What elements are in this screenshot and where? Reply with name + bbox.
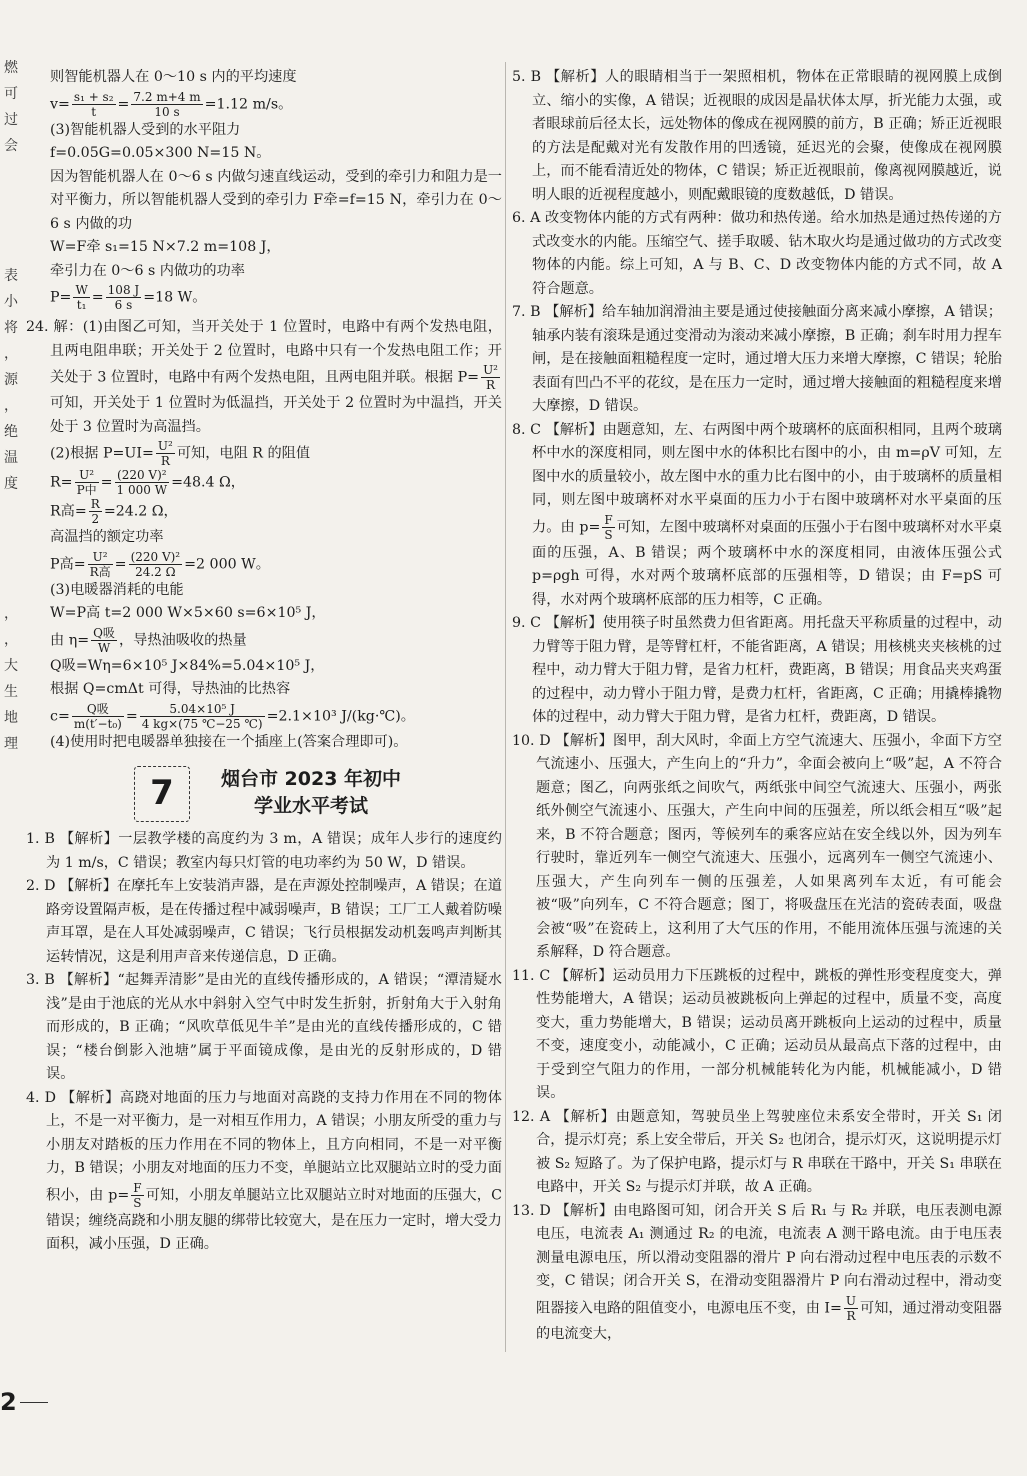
edge-char: [0, 575, 22, 601]
left-edge-fragments: [0, 55, 22, 757]
text-line: (4)使用时把电暖器单独接在一个插座上(答案合理即可)。: [50, 733, 408, 750]
section-number: 7: [150, 773, 174, 814]
edge-char: 绝: [4, 424, 18, 440]
edge-char: ，: [4, 398, 18, 414]
answer-3: 3. B 【解析】“起舞弄清影”是由光的直线传播形成的，A 错误；“潭清疑水浅”是由于池底的光从水中斜射入空气中时发生折射，折射角大于入射角而形成的，B 正确；“风吹草低见牛羊”是由光的直线传播形成的，C 错误；“楼台倒影入池塘”属于平面镜成像，是由光的反射形成的，D 错误。: [26, 972, 502, 1082]
answer-13: 13. D 【解析】由电路图可知，闭合开关 S 后 R₁ 与 R₂ 并联，电压表测电源电压，电流表 A₁ 测通过 R₂ 的电流，电流表 A 测干路电流。由于电压表测量电源电压，所以滑动变阻器的滑片 P 向右滑动过程中电压表的示数不变，C 错误；闭合开关 S，在滑动变阻器滑片 P 向右滑动过程中，滑动变阻器接入电路的阻值变小，电源电压不变，由 I= $\frac{U}{R}$ 可知，通过滑动变阻器的电流变大，: [512, 1202, 1002, 1342]
edge-char: 过: [4, 112, 18, 128]
text-line: (3)智能机器人受到的水平阻力: [50, 121, 241, 138]
text-line: W=P高 t=2 000 W×5×60 s=6×10⁵ J，: [50, 605, 326, 621]
text-line: 牵引力在 0～6 s 内做功的功率: [50, 262, 245, 279]
edge-char: 源: [4, 372, 18, 388]
text-line: 根据 Q=cmΔt 可得，导热油的比热容: [50, 681, 291, 697]
answer-10: 10. D 【解析】图甲，刮大风时，伞面上方空气流速大、压强小，伞面下方空气流速小、压强大，产生向上的“升力”，伞面会被向上“吸”起，A 不符合题意；图乙，向两张纸之间吹气，两纸张中间空气流速大、压强小，两张纸外侧空气流速小、压强大，产生向中间的压强差，所以纸会相互“吸”起来，B 不符合题意；图丙，等候列车的乘客应站在安全线以外，因为列车行驶时，靠近列车一侧空气流速大、压强小，远离列车一侧空气流速小、压强大，产生向列车一侧的压强差，人如果离列车太近，有可能会被“吸”向列车，C 不符合题意；图丁，将吸盘压在光洁的瓷砖表面，吸盘会被“吸”在瓷砖上，这利用了大气压的作用，不能用流体压强与流速的关系解释，D 符合题意。: [512, 732, 1002, 960]
formula-specific-heat: c= $\frac{\text{Q吸}}{\text{m(t′−t₀)}}$ = $\frac{\text{5.04×10⁵ J}}{4 kg\times(75 ℃-25 ℃)}$ =2.1×10³ J/(kg·℃)。: [50, 701, 415, 731]
answer-11: 11. C 【解析】运动员用力下压跳板的过程中，跳板的弹性形变程度变大，弹性势能增大，A 错误；运动员被跳板向上弹起的过程中，质量不变，高度变大，重力势能增大，B 错误；运动员离开跳板向上运动的过程中，质量不变，速度变小，动能减小，C 正确；运动员从最高点下落的过程中，由于受到空气阻力的作用，一部分机械能转化为内能，机械能减小，D 错误。: [512, 967, 1002, 1101]
left-column: [26, 66, 502, 1257]
section-title: 烟台市 2023 年初中 学业水平考试: [220, 768, 402, 817]
section-header: [26, 760, 502, 824]
text-line: (3)电暖器消耗的电能: [50, 581, 184, 598]
answer-24: 24. 解：(1)由图乙可知，当开关处于 1 位置时，电路中有两个发热电阻，且两电阻串联；开关处于 2 位置时，电路中只有一个发热电阻工作；开关处于 3 位置时，电路中有两个发热电阻，且两电阻并联。根据 P= $\frac{\text{U²}}{R}$ 可知，开关处于 1 位置时为低温挡，开关处于 2 位置时为中温挡，开关处于 3 位置时为高温挡。: [26, 319, 502, 435]
edge-char: 可: [4, 86, 18, 102]
answer-1: 1. B 【解析】一层教学楼的高度约为 3 m，A 错误；成年人步行的速度约为 1 m/s，C 错误；教室内每只灯管的电功率约为 50 W，D 错误。: [26, 831, 502, 871]
text-line: 高温挡的额定功率: [50, 529, 164, 545]
edge-char: [0, 237, 22, 263]
edge-char: 度: [4, 476, 18, 492]
formula-line: (2)根据 P=UI= $\frac{\text{U²}}{R}$ 可知，电阻 R 的阻值: [50, 439, 311, 468]
edge-char: 将: [4, 320, 18, 336]
answer-5: 5. B 【解析】人的眼睛相当于一架照相机，物体在正常眼睛的视网膜上成倒立、缩小的实像，A 错误；近视眼的成因是晶状体太厚，折光能力太强，或者眼球前后径太长，远处物体的像成在视网膜的前方，B 正确；矫正近视眼的方法是配戴对光有发散作用的凹透镜，延迟光的会聚，使像成在视网膜上，而不能看清近处的物体，C 错误；矫正近视眼前，像离视网膜越近，说明人眼的近视程度越小，则配戴眼镜的度数越低，D 错误。: [512, 69, 1002, 203]
formula-resistance-high: R高= $\frac{R}{2}$ =24.2 Ω，: [50, 497, 178, 526]
edge-char: 表: [4, 268, 18, 284]
edge-char: 小: [4, 294, 18, 310]
edge-char: 会: [4, 138, 18, 154]
edge-char: [0, 497, 22, 523]
edge-char: ，: [4, 606, 18, 622]
edge-char: 温: [4, 450, 18, 466]
text-paragraph: 因为智能机器人在 0～6 s 内做匀速直线运动，受到的牵引力和阻力是一对平衡力，所以智能机器人受到的牵引力 F牵=f=15 N，牵引力在 0～6 s 内做的功: [50, 168, 502, 232]
edge-char: 生: [4, 684, 18, 700]
answer-8: 8. C 【解析】由题意知，左、右两图中两个玻璃杯的底面积相同，且两个玻璃杯中水的深度相同，则左图中水的体积比右图中的小，由 m=ρV 可知，左图中水的质量较小，故左图中水的重力比右图中的小，由于玻璃杯的质量相同，则左图中玻璃杯对水平桌面的压力小于右图中玻璃杯对水平桌面的压力。由 p= $\frac{F}{S}$ 可知，左图中玻璃杯对桌面的压强小于右图中玻璃杯对水平桌面的压强，A、B 错误；两个玻璃杯中水的深度相同，由液体压强公式 p=ρgh 可得，水对两个玻璃杯底部的压强相等，D 错误；由 F=pS 可得，水对两个玻璃杯底部的压力相等，C 正确。: [512, 421, 1002, 608]
edge-char: [0, 159, 22, 185]
edge-char: 地: [4, 710, 18, 726]
column-divider: [505, 62, 506, 1352]
answer-12: 12. A 【解析】由题意知，驾驶员坐上驾驶座位未系安全带时，开关 S₁ 闭合，提示灯亮；系上安全带后，开关 S₂ 也闭合，提示灯灭，这说明提示灯被 S₂ 短路了。为了保护电路，提示灯与 R 串联在干路中，开关 S₁ 串联在电路中，开关 S₂ 与提示灯并联，故 A 正确。: [512, 1108, 1002, 1195]
formula-power: P= $\frac{W}{\text{t₁}}$ = $\frac{108 J}{6 s}$ =18 W。: [50, 283, 207, 312]
formula-velocity: v= $\frac{\text{s₁ + s₂}}{t}$ = $\frac{7.2 m+4 m}{10 s}$ =1.12 m/s。: [50, 89, 293, 119]
edge-char: [0, 549, 22, 575]
edge-char: [0, 523, 22, 549]
edge-char: 燃: [4, 60, 18, 76]
answer-4: 4. D 【解析】高跷对地面的压力与地面对高跷的支持力作用在不同的物体上，不是一对平衡力，是一对相互作用力，A 错误；小朋友所受的重力与小朋友对踏板的压力作用在不同的物体上，且方向相同，不是一对平衡力，B 错误；小朋友对地面的压力不变，单腿站立比双腿站立时的受力面积小，由 p= $\frac{F}{S}$ 可知，小朋友单腿站立比双腿站立时对地面的压强大，C 错误；缠绕高跷和小朋友腿的绑带比较宽大，是在压力一定时，增大受力面积，减小压强，D 正确。: [26, 1089, 503, 1252]
edge-char: ，: [4, 632, 18, 648]
formula-efficiency: 由 η= $\frac{\text{Q吸}}{W}$ ，导热油吸收的热量: [50, 625, 247, 655]
page-number: 2: [0, 1388, 17, 1416]
formula-power-high: P高= $\frac{\text{U²}}{\text{R高}}$ = $\frac{\text{(220 V)²}}{24.2 \Omega}$ =2 000 W。: [50, 549, 270, 579]
edge-char: 理: [4, 736, 18, 752]
text-line: 则智能机器人在 0～10 s 内的平均速度: [50, 69, 297, 85]
answer-7: 7. B 【解析】给车轴加润滑油主要是通过使接触面分离来减小摩擦，A 错误；轴承内装有滚珠是通过变滑动为滚动来减小摩擦，B 正确；刹车时用力捏车闸，是在接触面粗糙程度一定时，通过增大压力来增大摩擦，C 错误；轮胎表面有凹凸不平的花纹，是在压力一定时，通过增大接触面的粗糙程度来增大摩擦，D 错误。: [512, 304, 1002, 414]
answer-9: 9. C 【解析】使用筷子时虽然费力但省距离。用托盘天平称质量的过程中，动力臂等于阻力臂，是等臂杠杆，不能省距离，A 错误；用核桃夹夹核桃的过程中，动力臂大于阻力臂，是省力杠杆，费距离，B 错误；用食品夹夹鸡蛋的过程中，动力臂小于阻力臂，是费力杠杆，省距离，C 正确；用撬棒撬物体的过程中，动力臂大于阻力臂，是省力杠杆，费距离，D 错误。: [512, 615, 1002, 725]
right-column: [512, 66, 1002, 1346]
edge-char: 大: [4, 658, 18, 674]
edge-char: [0, 185, 22, 211]
page-number-dash: [20, 1402, 48, 1403]
edge-char: ，: [4, 346, 18, 362]
edge-char: [0, 211, 22, 237]
text-line: Q吸=Wη=6×10⁵ J×84%=5.04×10⁵ J，: [50, 657, 325, 674]
formula-resistance: R= $\frac{\text{U²}}{\text{P中}}$ = $\frac{\text{(220 V)²}}{1 000 W}$ =48.4 Ω，: [50, 468, 245, 497]
section-number-box: [134, 766, 190, 822]
answer-6: 6. A 改变物体内能的方式有两种：做功和热传递。给水加热是通过热传递的方式改变水的内能。压缩空气、搓手取暖、钻木取火均是通过做功的方式改变物体的内能。综上可知，A 与 B、C、D 改变物体内能的方式不同，故 A 符合题意。: [512, 210, 1002, 297]
text-line: W=F牵 s₁=15 N×7.2 m=108 J，: [50, 239, 281, 255]
answer-2: 2. D 【解析】在摩托车上安装消声器，是在声源处控制噪声，A 错误；在道路旁设置隔声板，是在传播过程中减弱噪声，B 错误；工厂工人戴着防噪声耳罩，是在人耳处减弱噪声，C 错误；飞行员根据发动机轰鸣声判断其运转情况，这是利用声音来传递信息，D 正确。: [26, 878, 502, 965]
text-line: f=0.05G=0.05×300 N=15 N。: [50, 145, 271, 161]
